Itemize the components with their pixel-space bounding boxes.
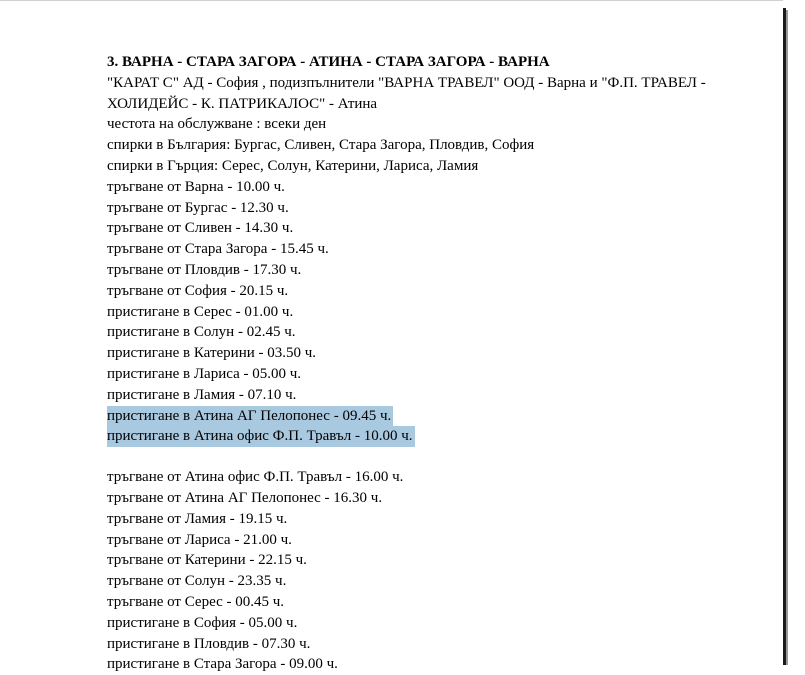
- schedule-line[interactable]: тръгване от Пловдив - 17.30 ч.: [107, 261, 302, 278]
- schedule-line[interactable]: пристигане в София - 05.00 ч.: [107, 614, 298, 631]
- document-text[interactable]: [107, 52, 707, 675]
- schedule-line[interactable]: тръгване от Серес - 00.45 ч.: [107, 593, 285, 610]
- schedule-line[interactable]: тръгване от Катерини - 22.15 ч.: [107, 552, 307, 569]
- selected-schedule-line[interactable]: [107, 426, 707, 447]
- schedule-line[interactable]: пристигане в Стара Загора - 09.00 ч.: [107, 656, 338, 673]
- paragraph-gap: [107, 447, 707, 467]
- schedule-line[interactable]: пристигане в Ламия - 07.10 ч.: [107, 386, 297, 403]
- schedule-line[interactable]: пристигане в Солун - 02.45 ч.: [107, 324, 296, 341]
- schedule-line[interactable]: пристигане в Лариса - 05.00 ч.: [107, 365, 302, 382]
- text-selection[interactable]: пристигане в Атина офис Ф.П. Травъл - 10.00 ч.: [107, 426, 415, 447]
- schedule-line[interactable]: тръгване от Лариса - 21.00 ч.: [107, 531, 292, 548]
- schedule-line[interactable]: тръгване от Атина АГ Пелопонес - 16.30 ч.: [107, 489, 383, 506]
- schedule-line[interactable]: тръгване от София - 20.15 ч.: [107, 282, 289, 299]
- stops-greece[interactable]: спирки в Гърция: Серес, Солун, Катерини, Лариса, Ламия: [107, 157, 479, 174]
- schedule-line[interactable]: тръгване от Сливен - 14.30 ч.: [107, 220, 294, 237]
- schedule-line[interactable]: тръгване от Стара Загора - 15.45 ч.: [107, 241, 329, 258]
- frequency-text[interactable]: честота на обслужване : всеки ден: [107, 116, 327, 133]
- text-selection[interactable]: пристигане в Атина АГ Пелопонес - 09.45 ч.: [107, 406, 393, 427]
- schedule-line[interactable]: пристигане в Катерини - 03.50 ч.: [107, 345, 317, 362]
- stops-bulgaria[interactable]: спирки в България: Бургас, Сливен, Стара Загора, Пловдив, София: [107, 137, 535, 154]
- schedule-line[interactable]: тръгване от Атина офис Ф.П. Травъл - 16.00 ч.: [107, 469, 404, 486]
- route-title[interactable]: 3. ВАРНА - СТАРА ЗАГОРА - АТИНА - СТАРА ЗАГОРА - ВАРНА: [107, 54, 550, 70]
- selected-schedule-line[interactable]: [107, 406, 707, 427]
- schedule-line[interactable]: тръгване от Солун - 23.35 ч.: [107, 573, 287, 590]
- schedule-line[interactable]: тръгване от Ламия - 19.15 ч.: [107, 510, 288, 527]
- schedule-line[interactable]: тръгване от Варна - 10.00 ч.: [107, 178, 285, 195]
- page-shadow-soft: [786, 10, 788, 665]
- operators-text[interactable]: "КАРАТ С" АД - София , подизпълнители "ВАРНА ТРАВЕЛ" ООД - Варна и "Ф.П. ТРАВЕЛ - ХОЛИДЕЙС - К. ПАТРИКАЛОС" - Атина: [107, 74, 706, 112]
- schedule-line[interactable]: пристигане в Серес - 01.00 ч.: [107, 303, 294, 320]
- schedule-line[interactable]: пристигане в Пловдив - 07.30 ч.: [107, 635, 311, 652]
- schedule-line[interactable]: тръгване от Бургас - 12.30 ч.: [107, 199, 289, 216]
